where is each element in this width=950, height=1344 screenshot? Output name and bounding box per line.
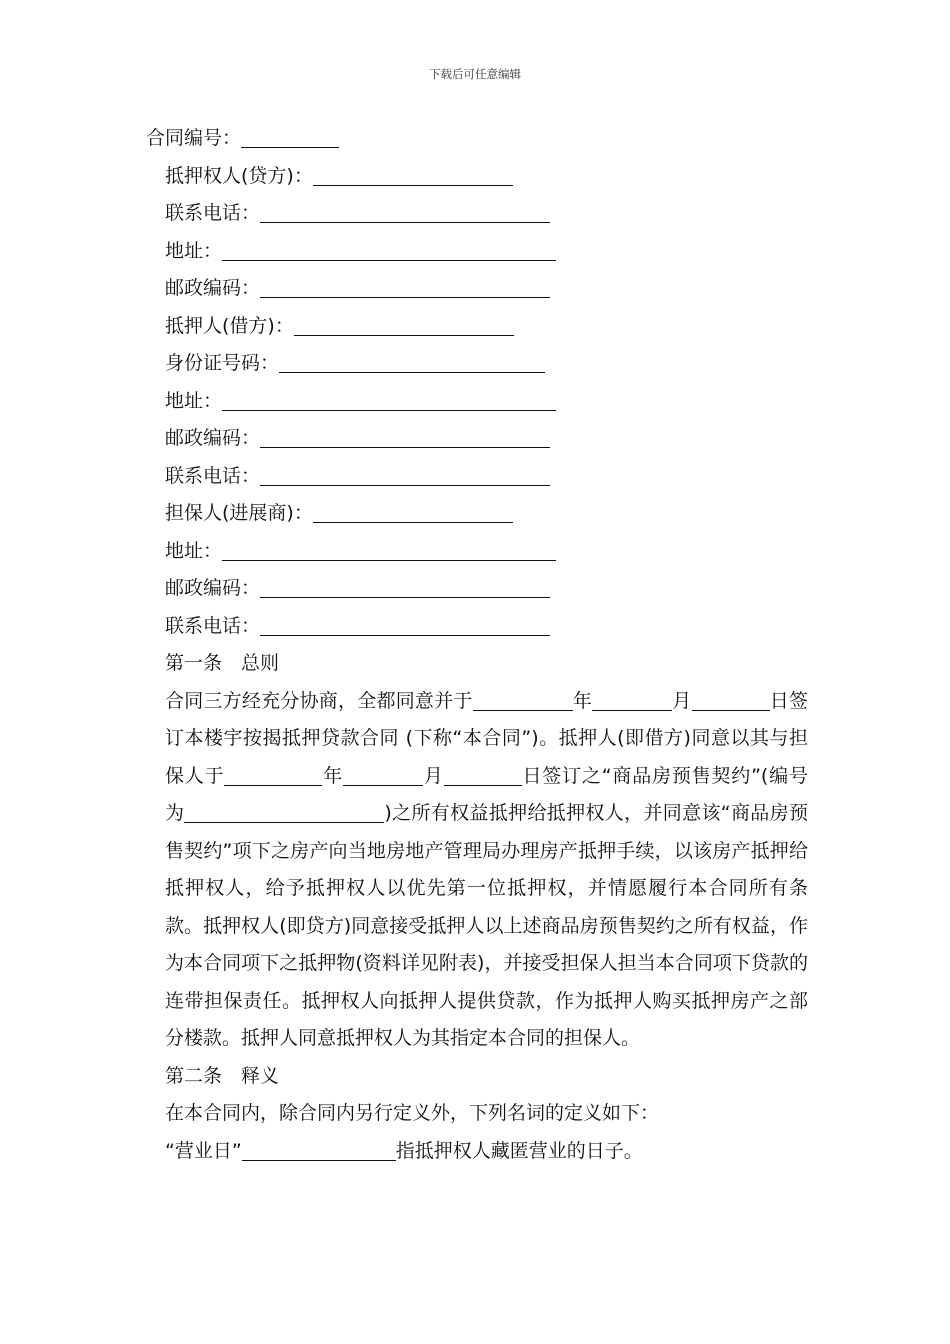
blank-line[interactable] — [260, 274, 550, 298]
guarantor-address-field — [146, 533, 808, 571]
field-label: 地址： — [165, 389, 223, 412]
field-label: 邮政编码： — [165, 277, 261, 299]
blank-line[interactable] — [343, 762, 423, 786]
blank-line[interactable] — [473, 687, 573, 711]
field-label: 邮政编码： — [165, 427, 261, 449]
blank-line[interactable] — [222, 387, 556, 411]
field-label: 联系电话： — [165, 464, 261, 487]
definition-text: 指抵押权人藏匿营业的日子。 — [395, 1139, 643, 1162]
mortgagee-phone-field — [146, 195, 808, 233]
field-label: 合同编号： — [146, 127, 242, 149]
mortgagee-address-field — [146, 233, 808, 271]
field-label: 地址： — [165, 539, 223, 562]
definition-term: “营业日” — [165, 1139, 242, 1162]
blank-line[interactable] — [260, 574, 550, 598]
guarantor-postcode-field — [146, 570, 808, 608]
mortgagor-address-field — [146, 383, 808, 421]
blank-line[interactable] — [444, 762, 522, 786]
guarantor-field — [146, 495, 808, 533]
blank-line[interactable] — [184, 799, 384, 823]
field-label: 联系电话： — [165, 202, 261, 224]
mortgagor-id-field — [146, 345, 808, 383]
article-2-title: 第二条 释义 — [165, 1064, 280, 1087]
field-label: 抵押权人(贷方)： — [165, 164, 313, 187]
contract-body — [146, 120, 808, 1170]
field-label: 联系电话： — [165, 614, 261, 637]
mortgagor-postcode-field — [146, 420, 808, 458]
guarantor-phone-field — [146, 608, 808, 646]
article-2-intro: 在本合同内，除合同内另行定义外，下列名词的定义如下： — [165, 1102, 660, 1124]
blank-line[interactable] — [224, 762, 322, 786]
mortgagor-phone-field — [146, 458, 808, 496]
field-label: 邮政编码： — [165, 577, 261, 599]
blank-line[interactable] — [260, 462, 550, 486]
blank-line[interactable] — [242, 1137, 396, 1161]
field-label: 抵押人(借方)： — [165, 314, 294, 337]
blank-line[interactable] — [260, 199, 550, 223]
blank-line[interactable] — [222, 537, 556, 561]
blank-line[interactable] — [294, 312, 514, 336]
mortgagee-field — [146, 158, 808, 196]
blank-line[interactable] — [279, 349, 545, 373]
blank-line[interactable] — [692, 687, 770, 711]
mortgagor-field — [146, 308, 808, 346]
definition-business-day — [146, 1133, 808, 1171]
article-1-paragraph: 合同三方经充分协商，全都同意并于 年 月 日签订本楼宇按揭抵押贷款合同 (下称“本合同”)。抵押人(即借方)同意以其与担保人于 年 月 日签订之“商品房预售契约”(编号为 )之所有权益抵押给抵押权人，并同意该“商品房预售契约”项下之房产向当地房地产管理局办理房产抵押手续，以该房产抵押给抵押权人，给予抵押权人以优先第一位抵押权，并情愿履行本合同所有条款。抵押权人(即贷方)同意接受抵押人以上述商品房预售契约之所有权益，作为本合同项下之抵押物(资料详见附表)，并接受担保人担当本合同项下贷款的连带担保责任。抵押权人向抵押人提供贷款，作为抵押人购买抵押房产之部分楼款。抵押人同意抵押权人为其指定本合同的担保人。 — [146, 683, 808, 1058]
blank-line[interactable] — [592, 687, 672, 711]
article-1-title: 第一条 总则 — [165, 652, 280, 674]
field-label: 身份证号码： — [165, 352, 280, 374]
contract-number-field — [146, 120, 808, 158]
page-header-note: 下载后可任意编辑 — [429, 67, 521, 81]
mortgagee-postcode-field — [146, 270, 808, 308]
blank-line[interactable] — [313, 499, 513, 523]
blank-line[interactable] — [241, 124, 339, 148]
blank-line[interactable] — [260, 612, 550, 636]
blank-line[interactable] — [260, 424, 550, 448]
blank-line[interactable] — [222, 237, 556, 261]
blank-line[interactable] — [313, 162, 513, 186]
field-label: 地址： — [165, 239, 223, 262]
field-label: 担保人(进展商)： — [165, 502, 313, 524]
